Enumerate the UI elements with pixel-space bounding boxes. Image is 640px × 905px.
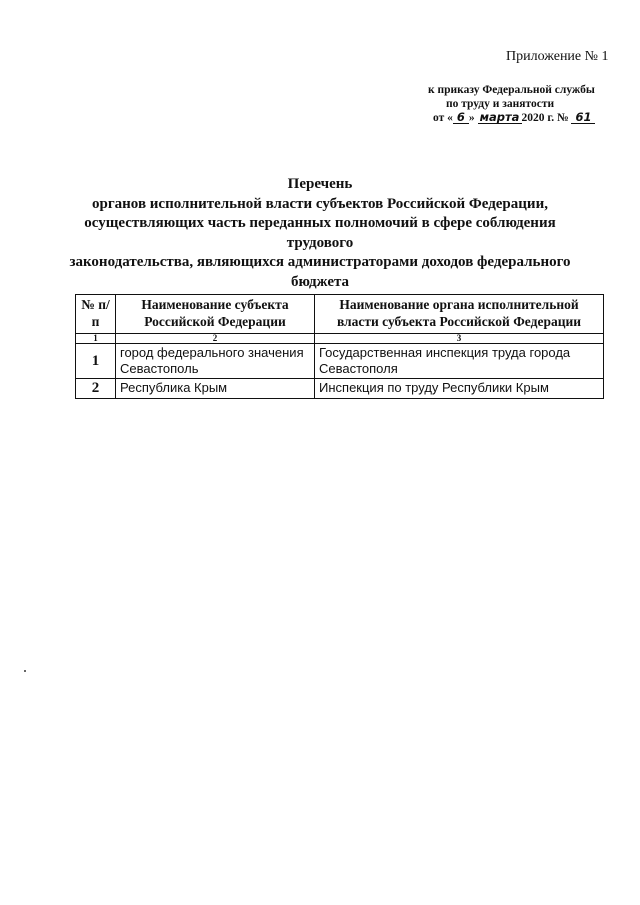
appendix-label: Приложение № 1	[506, 49, 609, 64]
title-line-2: органов исполнительной власти субъектов Российской Федерации,	[92, 195, 548, 212]
title-line-5: бюджета	[290, 273, 350, 290]
organs-table	[75, 294, 604, 399]
table-row	[76, 344, 604, 379]
order-day: 6	[453, 111, 469, 124]
column-number-row	[76, 334, 604, 344]
order-date-line	[433, 111, 595, 126]
order-date-mid: »	[468, 112, 475, 124]
header-number: № п/п	[76, 295, 116, 334]
order-number: 61	[571, 111, 595, 124]
document-title	[60, 175, 580, 292]
table-row	[76, 379, 604, 399]
scan-speck	[24, 670, 26, 672]
row-organ: Инспекция по труду Республики Крым	[315, 379, 604, 399]
row-number: 1	[76, 344, 116, 379]
col-number-2: 2	[116, 334, 315, 344]
title-line-4: законодательства, являющихся администраторами доходов федерального	[69, 254, 571, 270]
col-number-1: 1	[76, 334, 116, 344]
row-number: 2	[76, 379, 116, 399]
row-subject: Республика Крым	[116, 379, 315, 399]
header-subject: Наименование субъекта Российской Федерации	[116, 295, 315, 334]
order-month: марта	[478, 111, 522, 124]
row-subject: город федерального значения Севастополь	[116, 344, 315, 379]
header-organ: Наименование органа исполнительной власти субъекта Российской Федерации	[315, 295, 604, 334]
row-organ: Государственная инспекция труда города Севастополя	[315, 344, 604, 379]
col-number-3: 3	[315, 334, 604, 344]
table-header-row	[76, 295, 604, 334]
title-line-3: осуществляющих часть переданных полномочий в сфере соблюдения трудового	[84, 215, 556, 251]
title-line-1: Перечень	[287, 176, 353, 192]
order-year: 2020 г. №	[521, 112, 569, 124]
order-line-1: к приказу Федеральной службы	[428, 84, 595, 96]
order-line-2: по труду и занятости	[446, 98, 555, 110]
order-date-prefix: от «	[433, 112, 453, 124]
